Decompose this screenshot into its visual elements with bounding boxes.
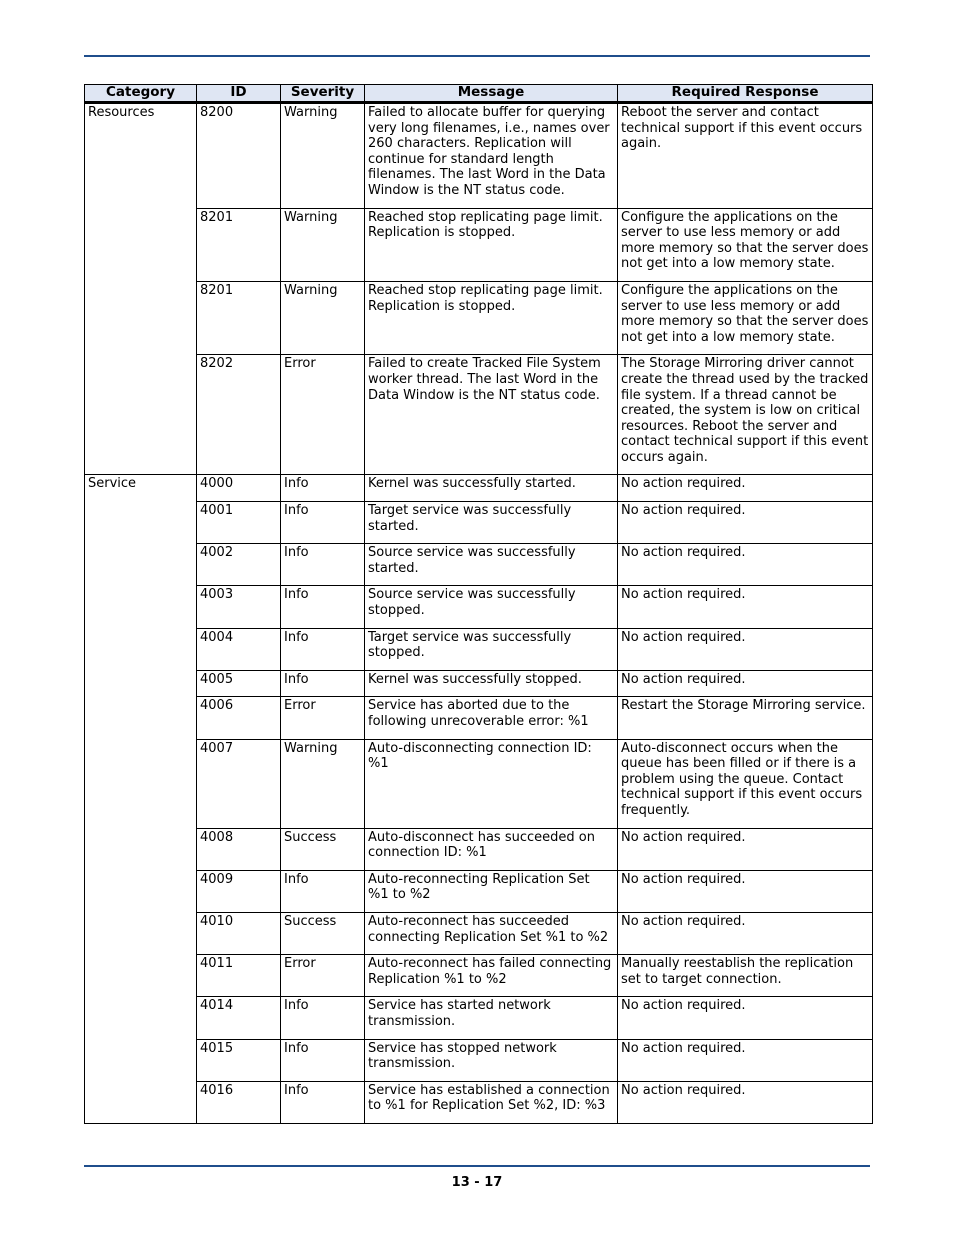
message-cell: Service has established a connection to %1 for Replication Set %2, ID: %3	[365, 1081, 618, 1123]
event-id-cell: 4016	[197, 1081, 281, 1123]
message-cell: Service has stopped network transmission.	[365, 1039, 618, 1081]
event-id-cell: 4008	[197, 828, 281, 870]
message-cell: Failed to create Tracked File System worker thread. The last Word in the Data Window is the NT status code.	[365, 355, 618, 475]
event-table-body	[85, 103, 873, 1124]
message-cell: Failed to allocate buffer for querying very long filenames, i.e., names over 260 characters. Replication will continue for standard length filenames. The last Word in the Data Window is the NT status code.	[365, 103, 618, 209]
response-cell: No action required.	[618, 475, 873, 502]
table-row	[85, 739, 873, 828]
table-row	[85, 628, 873, 670]
table-row	[85, 697, 873, 739]
category-cell: Resources	[85, 103, 197, 475]
severity-cell: Error	[281, 955, 365, 997]
table-row	[85, 670, 873, 697]
event-id-cell: 4007	[197, 739, 281, 828]
severity-cell: Warning	[281, 103, 365, 209]
severity-cell: Info	[281, 502, 365, 544]
severity-cell: Error	[281, 355, 365, 475]
response-cell: No action required.	[618, 870, 873, 912]
table-row	[85, 955, 873, 997]
column-header: Required Response	[618, 85, 873, 103]
event-id-cell: 8202	[197, 355, 281, 475]
message-cell: Reached stop replicating page limit. Replication is stopped.	[365, 208, 618, 281]
event-id-cell: 8201	[197, 281, 281, 354]
event-table-header	[85, 85, 873, 103]
severity-cell: Success	[281, 828, 365, 870]
response-cell: Reboot the server and contact technical support if this event occurs again.	[618, 103, 873, 209]
response-cell: Restart the Storage Mirroring service.	[618, 697, 873, 739]
message-cell: Target service was successfully stopped.	[365, 628, 618, 670]
table-row	[85, 281, 873, 354]
response-cell: No action required.	[618, 1039, 873, 1081]
table-row	[85, 544, 873, 586]
event-id-cell: 8200	[197, 103, 281, 209]
response-cell: No action required.	[618, 1081, 873, 1123]
response-cell: No action required.	[618, 628, 873, 670]
message-cell: Kernel was successfully started.	[365, 475, 618, 502]
event-id-cell: 8201	[197, 208, 281, 281]
column-header: Category	[85, 85, 197, 103]
severity-cell: Error	[281, 697, 365, 739]
response-cell: Manually reestablish the replication set to target connection.	[618, 955, 873, 997]
column-header: ID	[197, 85, 281, 103]
severity-cell: Info	[281, 1081, 365, 1123]
column-header: Severity	[281, 85, 365, 103]
message-cell: Auto-reconnect has failed connecting Replication %1 to %2	[365, 955, 618, 997]
table-row	[85, 912, 873, 954]
event-table	[84, 84, 873, 1124]
table-row	[85, 502, 873, 544]
category-cell: Service	[85, 475, 197, 1123]
column-header: Message	[365, 85, 618, 103]
event-id-cell: 4000	[197, 475, 281, 502]
message-cell: Service has aborted due to the following unrecoverable error: %1	[365, 697, 618, 739]
severity-cell: Info	[281, 475, 365, 502]
event-id-cell: 4001	[197, 502, 281, 544]
response-cell: The Storage Mirroring driver cannot create the thread used by the tracked file system. If a thread cannot be created, the system is low on critical resources. Reboot the server and contact technical support if this event occurs again.	[618, 355, 873, 475]
table-row	[85, 1081, 873, 1123]
severity-cell: Info	[281, 586, 365, 628]
message-cell: Service has started network transmission.	[365, 997, 618, 1039]
message-cell: Auto-reconnecting Replication Set %1 to %2	[365, 870, 618, 912]
severity-cell: Info	[281, 670, 365, 697]
table-row	[85, 475, 873, 502]
table-row	[85, 586, 873, 628]
event-id-cell: 4002	[197, 544, 281, 586]
footer-rule	[84, 1165, 870, 1167]
response-cell: No action required.	[618, 997, 873, 1039]
severity-cell: Warning	[281, 208, 365, 281]
event-id-cell: 4005	[197, 670, 281, 697]
severity-cell: Info	[281, 628, 365, 670]
table-row	[85, 870, 873, 912]
message-cell: Target service was successfully started.	[365, 502, 618, 544]
message-cell: Reached stop replicating page limit. Replication is stopped.	[365, 281, 618, 354]
severity-cell: Info	[281, 1039, 365, 1081]
severity-cell: Info	[281, 870, 365, 912]
response-cell: Auto-disconnect occurs when the queue has been filled or if there is a problem using the queue. Contact technical support if this event occurs frequently.	[618, 739, 873, 828]
severity-cell: Info	[281, 997, 365, 1039]
response-cell: Configure the applications on the server to use less memory or add more memory so that the server does not get into a low memory state.	[618, 281, 873, 354]
message-cell: Kernel was successfully stopped.	[365, 670, 618, 697]
table-row	[85, 208, 873, 281]
event-id-cell: 4009	[197, 870, 281, 912]
response-cell: No action required.	[618, 670, 873, 697]
message-cell: Auto-disconnecting connection ID: %1	[365, 739, 618, 828]
response-cell: No action required.	[618, 828, 873, 870]
table-row	[85, 1039, 873, 1081]
event-id-cell: 4003	[197, 586, 281, 628]
event-id-cell: 4006	[197, 697, 281, 739]
message-cell: Auto-disconnect has succeeded on connection ID: %1	[365, 828, 618, 870]
severity-cell: Warning	[281, 281, 365, 354]
response-cell: No action required.	[618, 586, 873, 628]
event-id-cell: 4010	[197, 912, 281, 954]
event-id-cell: 4014	[197, 997, 281, 1039]
page-number: 13 - 17	[451, 1175, 503, 1190]
severity-cell: Info	[281, 544, 365, 586]
event-id-cell: 4004	[197, 628, 281, 670]
table-row	[85, 997, 873, 1039]
header-rule	[84, 55, 870, 57]
event-id-cell: 4011	[197, 955, 281, 997]
table-row	[85, 355, 873, 475]
message-cell: Source service was successfully stopped.	[365, 586, 618, 628]
response-cell: No action required.	[618, 912, 873, 954]
message-cell: Source service was successfully started.	[365, 544, 618, 586]
table-row	[85, 103, 873, 209]
table-row	[85, 828, 873, 870]
response-cell: Configure the applications on the server to use less memory or add more memory so that the server does not get into a low memory state.	[618, 208, 873, 281]
severity-cell: Success	[281, 912, 365, 954]
event-id-cell: 4015	[197, 1039, 281, 1081]
response-cell: No action required.	[618, 502, 873, 544]
severity-cell: Warning	[281, 739, 365, 828]
response-cell: No action required.	[618, 544, 873, 586]
message-cell: Auto-reconnect has succeeded connecting Replication Set %1 to %2	[365, 912, 618, 954]
